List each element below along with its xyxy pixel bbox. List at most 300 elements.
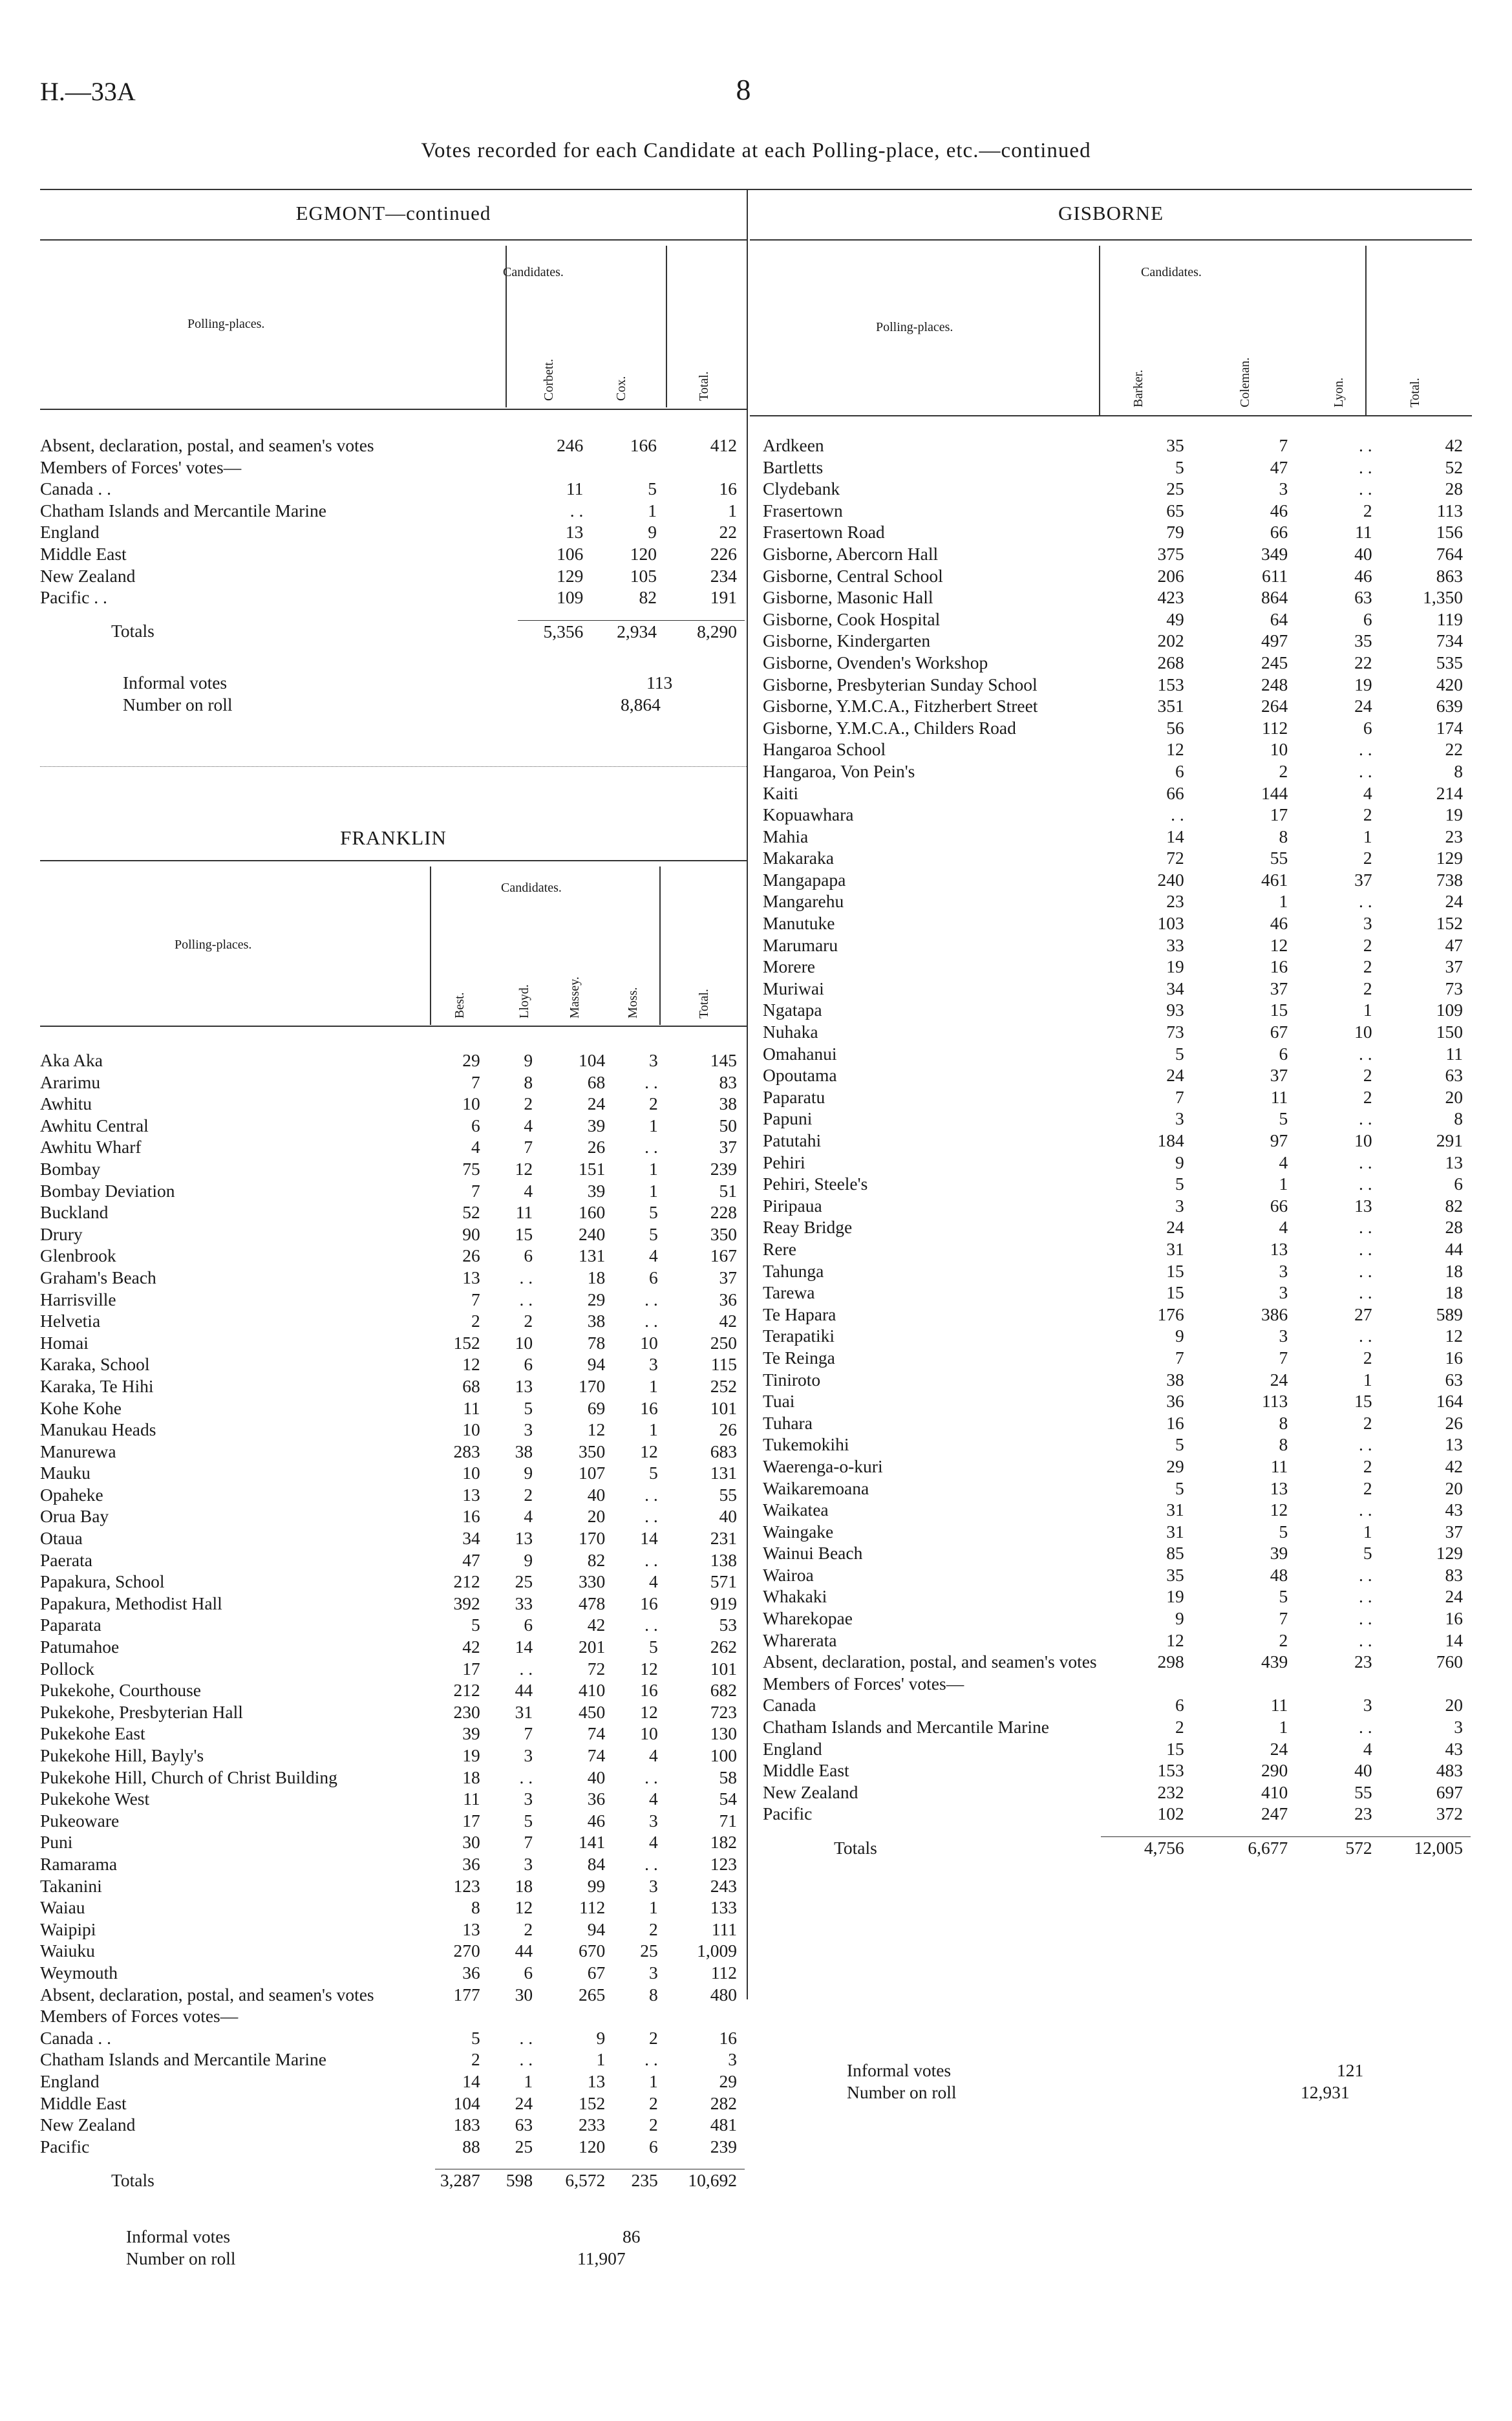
vote-count: 6	[524, 1962, 533, 1983]
table-row	[40, 1940, 745, 1962]
table-row	[763, 1369, 1471, 1391]
vote-count: 5	[1363, 1543, 1372, 1564]
polling-place-name: Aka Aka	[40, 1050, 103, 1070]
vote-count	[518, 457, 591, 479]
vote-count	[613, 2005, 665, 2027]
vote-count: 11	[1270, 1695, 1288, 1716]
polling-place-name: Takanini	[40, 1875, 102, 1896]
vote-count: 15	[1166, 1260, 1184, 1281]
table-row	[40, 1658, 745, 1680]
vote-count: . .	[1358, 457, 1372, 477]
vote-count: 410	[578, 1680, 606, 1701]
vote-count: 73	[1445, 978, 1463, 998]
vote-count: 10	[462, 1419, 480, 1440]
vote-count: 166	[630, 435, 657, 455]
vote-count: 2	[1363, 804, 1372, 825]
vote-count: 26	[587, 1137, 606, 1157]
gisborne-title: GISBORNE	[1058, 202, 1164, 224]
vote-count: 3	[1454, 1717, 1463, 1738]
vote-count: . .	[1358, 1174, 1372, 1194]
polling-place-name: Tiniroto	[763, 1369, 821, 1390]
vote-count: 78	[587, 1332, 606, 1353]
vote-count: 239	[710, 1158, 737, 1179]
table-row	[763, 565, 1471, 587]
polling-place-name: Canada . .	[40, 2027, 111, 2048]
polling-place-name: Opaheke	[40, 1484, 103, 1505]
vote-count: 144	[1261, 782, 1288, 803]
vote-count: 1	[1279, 891, 1288, 912]
table-row	[40, 2093, 745, 2114]
polling-place-name: Waiuku	[40, 1941, 95, 1961]
vote-count: 184	[1157, 1130, 1184, 1150]
egmont-column-header: Total.	[697, 371, 711, 401]
total-value: 8,290	[665, 620, 745, 642]
vote-count: 12	[640, 1441, 658, 1461]
vote-count: 153	[1157, 674, 1184, 694]
egmont-polling-header: Polling-places.	[187, 317, 265, 331]
vote-count: . .	[644, 1071, 658, 1092]
vote-count: 37	[1270, 978, 1288, 998]
polling-place-name: Absent, declaration, postal, and seamen's votes	[40, 1984, 374, 2005]
vote-count: 75	[462, 1158, 480, 1179]
polling-place-name: Mauku	[40, 1463, 91, 1483]
vote-count: 25	[640, 1941, 658, 1961]
vote-count: 264	[1261, 696, 1288, 716]
vote-count: 2	[648, 2027, 658, 2048]
vote-count	[540, 2005, 613, 2027]
vote-count: 84	[587, 1853, 606, 1874]
vote-count: 228	[710, 1202, 737, 1223]
vote-count: 107	[578, 1463, 606, 1483]
polling-place-name: Pacific	[40, 2136, 90, 2157]
column-divider	[747, 189, 748, 1999]
polling-place-name: Gisborne, Central School	[763, 565, 943, 586]
vote-count: 177	[453, 1984, 480, 2005]
polling-place-name: Pehiri, Steele's	[763, 1174, 868, 1194]
vote-count: 13	[515, 1375, 533, 1396]
polling-place-name: Tahunga	[763, 1260, 824, 1281]
vote-count: 13	[462, 1484, 480, 1505]
polling-place-name: Gisborne, Ovenden's Workshop	[763, 652, 988, 672]
vote-count: 119	[1436, 608, 1463, 629]
vote-count: 17	[462, 1810, 480, 1831]
polling-place-name: Waikatea	[763, 1500, 829, 1520]
vote-count: . .	[1358, 1500, 1372, 1520]
vote-count: 50	[719, 1115, 737, 1135]
table-row	[40, 1071, 745, 1093]
vote-count: 104	[453, 2093, 480, 2113]
franklin-column-header: Best.	[453, 992, 467, 1018]
polling-place-name: Pukeoware	[40, 1810, 120, 1831]
vote-count: 129	[557, 565, 584, 586]
vote-count: 46	[1270, 913, 1288, 934]
table-row	[763, 999, 1471, 1021]
vote-count: 386	[1261, 1304, 1288, 1324]
polling-place-name: Pacific	[763, 1803, 813, 1824]
table-row	[40, 1093, 745, 1115]
vote-count: 18	[515, 1875, 533, 1896]
vote-count: 36	[462, 1962, 480, 1983]
vote-count: 919	[710, 1593, 737, 1613]
vote-count: 35	[1354, 630, 1372, 651]
polling-place-name: Papuni	[763, 1108, 813, 1129]
table-row	[763, 1781, 1471, 1803]
vote-count: 38	[587, 1311, 606, 1331]
egmont-roll-label: Number on roll	[123, 694, 233, 715]
vote-count: 4	[524, 1180, 533, 1201]
vote-count: 182	[710, 1832, 737, 1853]
vote-count: 349	[1261, 543, 1288, 564]
polling-place-name: Gisborne, Kindergarten	[763, 630, 931, 651]
vote-count: 5	[648, 1463, 658, 1483]
vote-count: . .	[1358, 1630, 1372, 1650]
vote-count: . .	[519, 1289, 533, 1309]
vote-count: 6	[1175, 1695, 1184, 1716]
vote-count: 12	[1270, 1500, 1288, 1520]
vote-count: 109	[1436, 1000, 1463, 1020]
table-row	[40, 2027, 745, 2049]
vote-count: 265	[578, 1984, 606, 2005]
polling-place-name: Nuhaka	[763, 1022, 818, 1042]
polling-place-name: Papakura, School	[40, 1571, 165, 1592]
vote-count: 6	[524, 1354, 533, 1375]
total-value: 598	[488, 2169, 540, 2191]
table-row	[763, 1086, 1471, 1108]
table-row	[40, 478, 745, 500]
vote-count: 7	[1279, 1608, 1288, 1629]
vote-count	[666, 2005, 745, 2027]
polling-place-name: Tuai	[763, 1391, 795, 1412]
vote-count: 2	[1279, 1630, 1288, 1650]
vote-count: 3	[648, 1354, 658, 1375]
vote-count: 71	[719, 1810, 737, 1831]
vote-count: . .	[644, 1484, 658, 1505]
vote-count: 63	[1445, 1065, 1463, 1086]
polling-place-name: Wharerata	[763, 1630, 837, 1650]
vote-count: . .	[1358, 1282, 1372, 1303]
table-row	[40, 1679, 745, 1701]
polling-place-name: Members of Forces' votes—	[40, 457, 242, 477]
vote-count: 43	[1445, 1500, 1463, 1520]
vote-count: 72	[1166, 848, 1184, 868]
vote-count: 18	[1445, 1282, 1463, 1303]
vote-count: 439	[1261, 1652, 1288, 1672]
vote-count: 240	[578, 1223, 606, 1244]
polling-place-name: Terapatiki	[763, 1326, 835, 1346]
vote-count: 589	[1436, 1304, 1463, 1324]
polling-place-name: Buckland	[40, 1202, 109, 1223]
vote-count: 7	[1175, 1347, 1184, 1368]
vote-count: 26	[719, 1419, 737, 1440]
polling-place-name: Pehiri	[763, 1152, 805, 1172]
totals-label: Totals	[111, 621, 154, 641]
vote-count: 37	[719, 1267, 737, 1287]
vote-count: 111	[711, 1919, 737, 1939]
vote-count: 350	[710, 1223, 737, 1244]
vote-count: 67	[1270, 1022, 1288, 1042]
vote-count: 56	[1166, 717, 1184, 738]
vote-count: 46	[1354, 565, 1372, 586]
vote-count: 47	[462, 1549, 480, 1570]
vote-count: 102	[1157, 1803, 1184, 1824]
vote-count: . .	[644, 2049, 658, 2070]
polling-place-name: Gisborne, Y.M.C.A., Childers Road	[763, 717, 1016, 738]
polling-place-name: Ngatapa	[763, 1000, 822, 1020]
polling-place-name: Whakaki	[763, 1586, 827, 1607]
vote-count: 863	[1436, 565, 1463, 586]
vote-count: 183	[453, 2114, 480, 2135]
table-row	[763, 1521, 1471, 1543]
polling-place-name: Opoutama	[763, 1065, 837, 1086]
vote-count: 170	[578, 1375, 606, 1396]
polling-place-name: Tuhara	[763, 1412, 813, 1433]
vote-count: 24	[1445, 891, 1463, 912]
vote-count: 2	[648, 1093, 658, 1114]
table-row	[40, 1962, 745, 1984]
vote-count: 113	[1262, 1391, 1288, 1412]
gisborne-column-header: Total.	[1408, 378, 1422, 407]
vote-count: 3	[524, 1789, 533, 1809]
franklin-roll-value: 11,907	[577, 2248, 626, 2268]
polling-place-name: Awhitu	[40, 1093, 92, 1114]
vote-count: 12	[515, 1158, 533, 1179]
vote-count: 44	[515, 1941, 533, 1961]
vote-count: 423	[1157, 587, 1184, 608]
vote-count: 12	[1166, 1630, 1184, 1650]
vote-count: 4	[1363, 1738, 1372, 1759]
vote-count: 63	[1445, 1369, 1463, 1390]
table-row	[763, 1586, 1471, 1608]
table-row	[763, 1304, 1471, 1326]
table-row	[763, 500, 1471, 522]
franklin-candidates-header: Candidates.	[501, 881, 562, 895]
vote-count: 74	[587, 1723, 606, 1744]
franklin-column-header: Total.	[697, 989, 711, 1018]
polling-place-name: Gisborne, Cook Hospital	[763, 608, 941, 629]
vote-count: 36	[587, 1789, 606, 1809]
vote-count: 26	[1445, 1412, 1463, 1433]
table-row	[40, 1136, 745, 1158]
polling-place-name: Wainui Beach	[763, 1543, 863, 1564]
vote-count: 231	[710, 1528, 737, 1549]
vote-count: . .	[1358, 1043, 1372, 1064]
vote-count: 5	[1175, 457, 1184, 477]
polling-place-name: Chatham Islands and Mercantile Marine	[763, 1717, 1049, 1738]
polling-place-name: Clydebank	[763, 479, 840, 499]
table-row	[763, 478, 1471, 500]
vote-count: 30	[462, 1832, 480, 1853]
polling-place-name: Bombay Deviation	[40, 1180, 175, 1201]
table-row	[763, 695, 1471, 717]
vote-count: 202	[1157, 630, 1184, 651]
vote-count: 7	[471, 1180, 480, 1201]
table-row	[40, 1723, 745, 1745]
egmont-column-header: Corbett.	[542, 359, 556, 401]
vote-count: 39	[587, 1115, 606, 1135]
vote-count: 10	[1354, 1130, 1372, 1150]
vote-count: 246	[557, 435, 584, 455]
vote-count: 3	[648, 1962, 658, 1983]
total-value: 2,934	[591, 620, 665, 642]
vote-count: 12	[1166, 739, 1184, 760]
total-value: 10,692	[666, 2169, 745, 2191]
vote-count: 82	[639, 587, 657, 608]
vote-count: 66	[1166, 782, 1184, 803]
table-row	[763, 760, 1471, 782]
vote-count: 97	[1270, 1130, 1288, 1150]
polling-place-name: Te Hapara	[763, 1304, 836, 1324]
vote-count: 1	[524, 2071, 533, 2091]
vote-count: 7	[524, 1723, 533, 1744]
vote-count: 43	[1445, 1738, 1463, 1759]
vote-count: 24	[1445, 1586, 1463, 1607]
vote-count: 40	[1354, 1760, 1372, 1781]
vote-count: . .	[1358, 1608, 1372, 1629]
vote-count: 40	[587, 1767, 606, 1787]
vote-count: 9	[648, 522, 657, 543]
vote-count: 1,009	[697, 1941, 737, 1961]
vote-count: 35	[1166, 435, 1184, 455]
vote-count: 3	[524, 1853, 533, 1874]
vote-count: 5	[1279, 1586, 1288, 1607]
vote-count: 2	[1363, 978, 1372, 998]
table-row	[40, 1223, 745, 1245]
vote-count: 36	[462, 1853, 480, 1874]
vote-count: . .	[1358, 1326, 1372, 1346]
vote-count: 18	[462, 1767, 480, 1787]
vote-count: 9	[524, 1050, 533, 1070]
vote-count: 5	[1279, 1108, 1288, 1129]
vote-count: 19	[1445, 804, 1463, 825]
vote-count: 24	[1270, 1369, 1288, 1390]
vote-count: 5	[648, 1637, 658, 1657]
vote-count: 5	[524, 1397, 533, 1418]
polling-place-name: Waerenga-o-kuri	[763, 1456, 883, 1476]
vote-count: 123	[710, 1853, 737, 1874]
vote-count: 19	[1166, 1586, 1184, 1607]
vote-count: 31	[1166, 1500, 1184, 1520]
polling-place-name: Kaiti	[763, 782, 798, 803]
polling-place-name: Pukekohe West	[40, 1789, 150, 1809]
vote-count: 410	[1261, 1781, 1288, 1802]
vote-count: 28	[1445, 1217, 1463, 1238]
vote-count: 63	[1354, 587, 1372, 608]
vote-count: 58	[719, 1767, 737, 1787]
polling-place-name: Absent, declaration, postal, and seamen's votes	[763, 1652, 1097, 1672]
vote-count: 101	[710, 1658, 737, 1679]
vote-count: 37	[719, 1137, 737, 1157]
vote-count: 11	[1270, 1086, 1288, 1107]
polling-place-name: Pukekohe, Courthouse	[40, 1680, 202, 1701]
vote-count: 106	[557, 543, 584, 564]
vote-count: 152	[578, 2093, 606, 2113]
vote-count: 412	[710, 435, 737, 455]
vote-count: 2	[524, 1919, 533, 1939]
polling-place-name: Karaka, School	[40, 1354, 150, 1375]
vote-count: 7	[524, 1137, 533, 1157]
vote-count: 54	[719, 1789, 737, 1809]
vote-count: 201	[578, 1637, 606, 1657]
vote-count: 66	[1270, 1195, 1288, 1216]
franklin-informal-value: 86	[623, 2226, 641, 2246]
egmont-title: EGMONT—continued	[295, 202, 491, 224]
vote-count: 571	[710, 1571, 737, 1592]
vote-count: . .	[570, 500, 584, 521]
polling-place-name: Puni	[40, 1832, 73, 1853]
polling-place-name: Awhitu Wharf	[40, 1137, 142, 1157]
vote-count: 34	[1166, 978, 1184, 998]
vote-count: 5	[471, 1615, 480, 1635]
vote-count: 46	[1270, 500, 1288, 521]
vote-count: 22	[1354, 652, 1372, 672]
vote-count: 3	[1175, 1108, 1184, 1129]
table-row	[763, 1390, 1471, 1412]
polling-place-name: Kopuawhara	[763, 804, 854, 825]
vote-count: 44	[515, 1680, 533, 1701]
vote-count: 13	[587, 2071, 606, 2091]
vote-count: 26	[462, 1245, 480, 1266]
polling-place-name: Chatham Islands and Mercantile Marine	[40, 2049, 326, 2070]
vote-count: 42	[719, 1311, 737, 1331]
vote-count: 16	[1166, 1412, 1184, 1433]
vote-count: . .	[644, 1289, 658, 1309]
vote-count: . .	[1358, 435, 1372, 455]
vote-count: 103	[1157, 913, 1184, 934]
vote-count: . .	[1358, 1586, 1372, 1607]
vote-count: 9	[524, 1463, 533, 1483]
vote-count: 1	[648, 1897, 658, 1918]
polling-place-name: Morere	[763, 956, 815, 977]
vote-count: 6	[524, 1615, 533, 1635]
vote-count: 69	[587, 1397, 606, 1418]
vote-count: 174	[1436, 717, 1463, 738]
vote-count: 5	[1175, 1043, 1184, 1064]
vote-count: 232	[1157, 1781, 1184, 1802]
vote-count: 5	[471, 2027, 480, 2048]
vote-count: . .	[1358, 1434, 1372, 1455]
vote-count: 14	[462, 2071, 480, 2091]
vote-count: 15	[1270, 1000, 1288, 1020]
vote-count: 11	[463, 1789, 480, 1809]
vote-count: 164	[1436, 1391, 1463, 1412]
vote-count: 212	[453, 1571, 480, 1592]
vote-count: 191	[710, 587, 737, 608]
vote-count: 153	[1157, 1760, 1184, 1781]
page-subtitle: Votes recorded for each Candidate at each Polling-place, etc.—continued	[421, 139, 1091, 162]
total-value: 6,677	[1192, 1837, 1295, 1859]
vote-count: 16	[462, 1506, 480, 1527]
vote-count: 160	[578, 1202, 606, 1223]
table-row	[40, 1180, 745, 1202]
table-row	[763, 804, 1471, 826]
polling-place-name: Canada . .	[40, 479, 111, 499]
vote-count: . .	[644, 1853, 658, 1874]
vote-count: 234	[710, 565, 737, 586]
vote-count	[665, 457, 745, 479]
vote-count: 16	[1270, 956, 1288, 977]
vote-count: 17	[1270, 804, 1288, 825]
vote-count: 290	[1261, 1760, 1288, 1781]
vote-count	[591, 457, 665, 479]
vote-count	[488, 2005, 540, 2027]
vote-count: 35	[1166, 1564, 1184, 1585]
vote-count: 18	[1445, 1260, 1463, 1281]
vote-count: 16	[1445, 1608, 1463, 1629]
vote-count: 16	[719, 479, 737, 499]
vote-count: 36	[719, 1289, 737, 1309]
vote-count: 2	[1363, 1456, 1372, 1476]
vote-count: 138	[710, 1549, 737, 1570]
